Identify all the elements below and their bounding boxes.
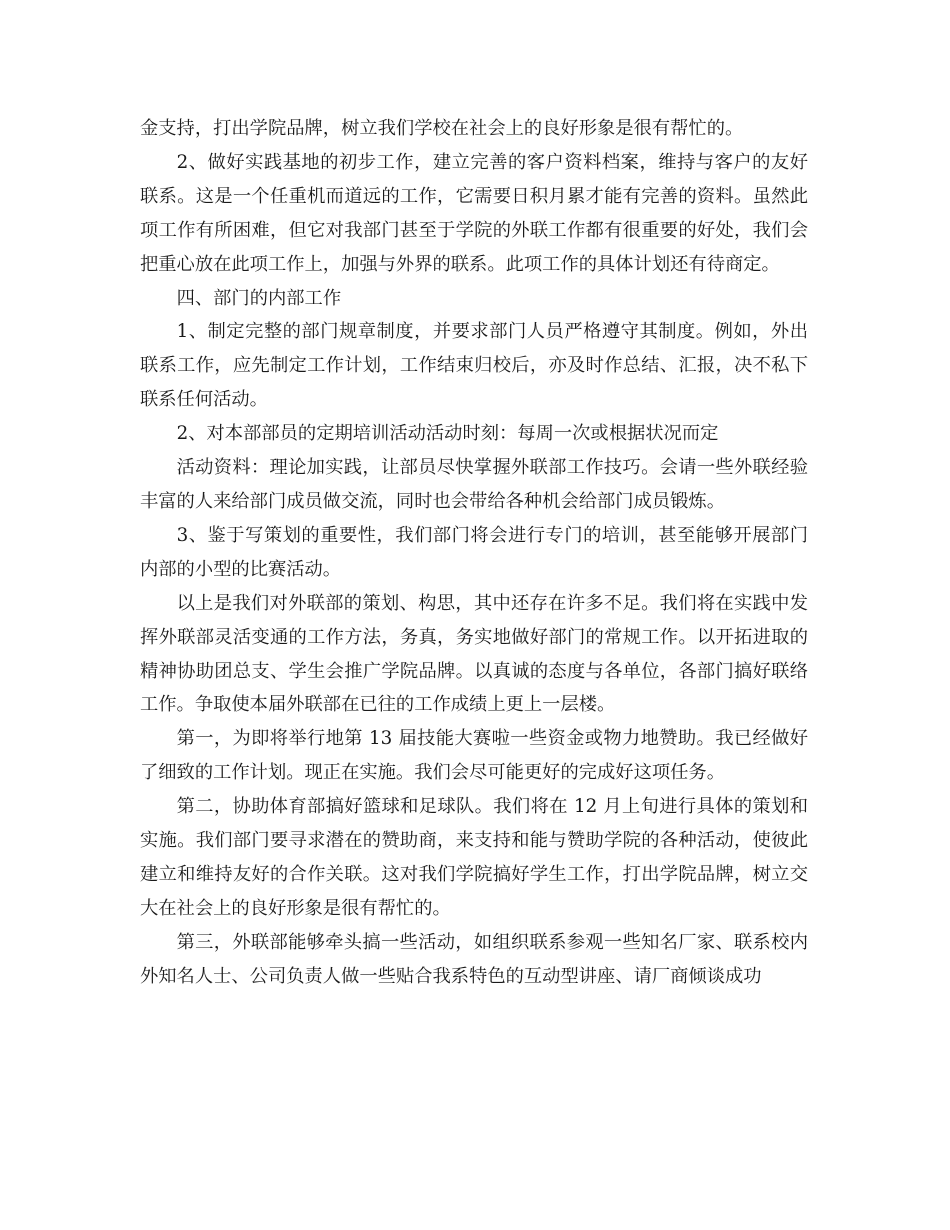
paragraph-5: 活动资料：理论加实践，让部员尽快掌握外联部工作技巧。会请一些外联经验丰富的人来给部门成员做交流，同时也会带给各种机会给部门成员锻炼。 <box>140 457 808 512</box>
section-heading-internal-work: 四、部门的内部工作 <box>176 287 342 309</box>
paragraph-6: 3、鉴于写策划的重要性，我们部门将会进行专门的培训，甚至能够开展部门内部的小型的比赛活动。 <box>140 524 808 580</box>
document-body <box>140 112 808 994</box>
paragraph-8: 第一，为即将举行地第 13 届技能大赛啦一些资金或物力地赞助。我已经做好了细致的工作计划。现正在实施。我们会尽可能更好的完成好这项任务。 <box>140 728 808 784</box>
paragraph-10: 第三，外联部能够牵头搞一些活动，如组织联系参观一些知名厂家、联系校内外知名人士、公司负责人做一些贴合我系特色的互动型讲座、请厂商倾谈成功 <box>140 931 808 987</box>
paragraph-9: 第二，协助体育部搞好篮球和足球队。我们将在 12 月上旬进行具体的策划和实施。我们部门要寻求潜在的赞助商，来支持和能与赞助学院的各种活动，使彼此建立和维持友好的合作关联。这对我们学院搞好学生工作，打出学院品牌，树立交大在社会上的良好形象是很有帮忙的。 <box>140 796 808 919</box>
paragraph-4: 2、对本部部员的定期培训活动活动时刻：每周一次或根据状况而定 <box>176 423 719 445</box>
paragraph-1: 金支持，打出学院品牌，树立我们学校在社会上的良好形象是很有帮忙的。 <box>140 118 744 139</box>
paragraph-3: 1、制定完整的部门规章制度，并要求部门人员严格遵守其制度。例如，外出联系工作，应先制定工作计划，工作结束归校后，亦及时作总结、汇报，决不私下联系任何活动。 <box>140 321 808 411</box>
paragraph-2: 2、做好实践基地的初步工作，建立完善的客户资料档案，维持与客户的友好联系。这是一个任重机而道远的工作，它需要日积月累才能有完善的资料。虽然此项工作有所困难，但它对我部门甚至于学院的外联工作都有很重要的好处，我们会把重心放在此项工作上，加强与外界的联系。此项工作的具体计划还有待商定。 <box>140 151 808 275</box>
paragraph-7: 以上是我们对外联部的策划、构思，其中还存在许多不足。我们将在实践中发挥外联部灵活变通的工作方法，务真，务实地做好部门的常规工作。以开拓进取的精神协助团总支、学生会推广学院品牌。以真诚的态度与各单位，各部门搞好联络工作。争取使本届外联部在已往的工作成绩上更上一层楼。 <box>140 592 808 716</box>
